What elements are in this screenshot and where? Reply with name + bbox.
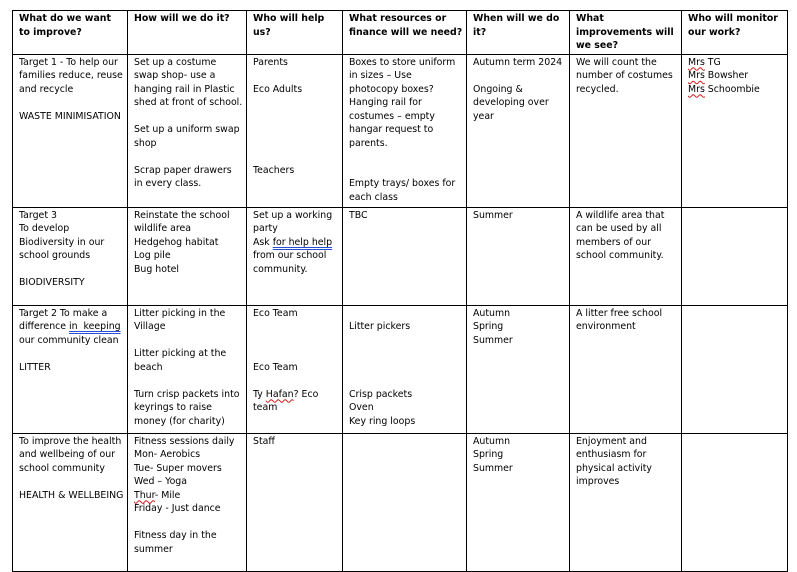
spell-flag: in keeping bbox=[69, 321, 121, 332]
cell-text-line: Boxes to store uniform in sizes – Use photocopy boxes? bbox=[349, 56, 459, 95]
spell-flag: Mrs bbox=[688, 83, 705, 95]
table-row bbox=[13, 305, 788, 433]
cell-text-line bbox=[134, 334, 243, 348]
cell-text-line bbox=[349, 307, 463, 321]
cell-text-line: Bug hotel bbox=[134, 263, 180, 275]
cell-text-line bbox=[253, 374, 339, 388]
cell-text-line bbox=[253, 110, 339, 124]
cell-text-line: Oven bbox=[349, 402, 374, 413]
improvements-cell[interactable] bbox=[570, 207, 682, 305]
cell-text-line: We will count the number of costumes recycled. bbox=[576, 56, 676, 95]
cell-text-line bbox=[134, 150, 243, 164]
cell-text-line: Fitness sessions daily bbox=[134, 435, 235, 447]
table-row bbox=[13, 54, 788, 207]
cell-text-line: Set up a working party bbox=[253, 209, 336, 234]
cell-text-line: Teachers bbox=[253, 164, 295, 176]
cell-text-line bbox=[19, 475, 124, 489]
cell-text-line bbox=[253, 320, 339, 334]
header-when: When will we do it? bbox=[467, 11, 570, 55]
cell-text-line: Litter pickers bbox=[349, 321, 411, 332]
cell-text-line bbox=[349, 361, 463, 375]
cell-text-line: Set up a uniform swap shop bbox=[134, 124, 243, 149]
cell-text-line: Key ring loops bbox=[349, 415, 416, 427]
cell-text-line: Log pile bbox=[134, 250, 171, 261]
cell-text-line bbox=[19, 96, 124, 110]
improvements-cell[interactable] bbox=[570, 54, 682, 207]
cell-text-line: Crisp packets bbox=[349, 388, 413, 400]
cell-text-line bbox=[253, 150, 339, 164]
cell-text-line: Staff bbox=[253, 435, 275, 447]
how-cell[interactable] bbox=[128, 433, 247, 571]
monitor-cell[interactable] bbox=[682, 207, 788, 305]
cell-text-line: Reinstate the school wildlife area bbox=[134, 209, 233, 234]
cell-text-line: Set up a costume swap shop- use a hanging rail in Plastic shed at front of school. bbox=[134, 56, 243, 108]
cell-text-line: TBC bbox=[349, 209, 368, 221]
cell-text-line: WASTE MINIMISATION bbox=[19, 110, 121, 122]
cell-text-line: Scrap paper drawers in every class. bbox=[134, 164, 235, 189]
cell-text-line bbox=[688, 435, 784, 449]
how-cell[interactable] bbox=[128, 207, 247, 305]
cell-text-line: Eco Adults bbox=[253, 83, 303, 95]
spell-flag: Thur bbox=[134, 489, 155, 501]
who-help-cell[interactable] bbox=[247, 305, 343, 433]
cell-text-line bbox=[19, 347, 124, 361]
improvements-cell[interactable] bbox=[570, 433, 682, 571]
table-row bbox=[13, 433, 788, 571]
header-row bbox=[13, 11, 788, 55]
cell-text-line: To improve the health and wellbeing of our school community bbox=[19, 435, 125, 474]
cell-text-line: Autumn bbox=[473, 307, 511, 319]
cell-text-line: Thur- Mile bbox=[134, 489, 181, 501]
cell-text-line bbox=[688, 209, 784, 223]
spell-flag: for help help bbox=[272, 236, 333, 248]
cell-text-line bbox=[688, 307, 784, 321]
cell-text-line: To develop Biodiversity in our school grounds bbox=[19, 223, 108, 261]
cell-text-line: Hanging rail for costumes – empty hangar request to parents. bbox=[349, 97, 438, 149]
monitor-cell[interactable] bbox=[682, 54, 788, 207]
resources-cell[interactable] bbox=[343, 54, 467, 207]
cell-text-line: HEALTH & WELLBEING bbox=[19, 489, 124, 501]
cell-text-line: Eco Team bbox=[253, 307, 298, 319]
resources-cell[interactable] bbox=[343, 433, 467, 571]
cell-text-line bbox=[349, 164, 463, 178]
table-body bbox=[13, 54, 788, 571]
resources-cell[interactable] bbox=[343, 305, 467, 433]
improve-cell[interactable] bbox=[13, 433, 128, 571]
cell-text-line: Wed – Yoga bbox=[134, 476, 187, 487]
cell-text-line bbox=[349, 374, 463, 388]
cell-text-line: Mrs TG bbox=[688, 56, 721, 68]
cell-text-line bbox=[253, 69, 339, 83]
cell-text-line bbox=[134, 110, 243, 124]
spell-flag: Mrs bbox=[688, 56, 705, 68]
who-help-cell[interactable] bbox=[247, 433, 343, 571]
cell-text-line: Ask for help help from our school community. bbox=[253, 236, 336, 275]
how-cell[interactable] bbox=[128, 305, 247, 433]
cell-text-line: Hedgehog habitat bbox=[134, 236, 219, 248]
cell-text-line: Summer bbox=[473, 209, 513, 221]
table-row bbox=[13, 207, 788, 305]
cell-text-line: BIODIVERSITY bbox=[19, 277, 85, 288]
cell-text-line: Target 2 To make a difference in keeping our community clean bbox=[19, 307, 124, 346]
cell-text-line bbox=[473, 69, 566, 83]
cell-text-line: Litter picking at the beach bbox=[134, 348, 230, 373]
header-improve: What do we want to improve? bbox=[13, 11, 128, 55]
cell-text-line: Turn crisp packets into keyrings to raise money (for charity) bbox=[134, 388, 243, 427]
cell-text-line: Target 3 bbox=[19, 209, 57, 221]
monitor-cell[interactable] bbox=[682, 433, 788, 571]
improve-cell[interactable] bbox=[13, 207, 128, 305]
cell-text-line bbox=[349, 347, 463, 361]
cell-text-line bbox=[253, 334, 339, 348]
cell-text-line bbox=[349, 435, 463, 449]
cell-text-line: Autumn bbox=[473, 435, 511, 447]
cell-text-line: Summer bbox=[473, 334, 513, 346]
cell-text-line: A wildlife area that can be used by all members of our school community. bbox=[576, 209, 668, 261]
header-resources: What resources or finance will we need? bbox=[343, 11, 467, 55]
action-plan-table bbox=[12, 10, 788, 572]
improve-cell[interactable] bbox=[13, 54, 128, 207]
header-monitor: Who will monitor our work? bbox=[682, 11, 788, 55]
when-cell[interactable] bbox=[467, 54, 570, 207]
cell-text-line: Mrs Bowsher bbox=[688, 70, 749, 81]
cell-text-line bbox=[134, 516, 243, 530]
cell-text-line bbox=[253, 123, 339, 137]
cell-text-line: Fitness day in the summer bbox=[134, 530, 220, 555]
cell-text-line bbox=[134, 374, 243, 388]
resources-cell[interactable] bbox=[343, 207, 467, 305]
header-how: How will we do it? bbox=[128, 11, 247, 55]
cell-text-line: Target 1 - To help our families reduce, reuse and recycle bbox=[19, 56, 126, 95]
cell-text-line: Enjoyment and enthusiasm for physical activity improves bbox=[576, 435, 655, 487]
cell-text-line: Spring bbox=[473, 449, 504, 460]
improvements-cell[interactable] bbox=[570, 305, 682, 433]
cell-text-line: Tue- Super movers bbox=[134, 462, 222, 474]
who-help-cell[interactable] bbox=[247, 207, 343, 305]
cell-text-line: LITTER bbox=[19, 361, 51, 373]
cell-text-line: Eco Team bbox=[253, 361, 298, 373]
cell-text-line bbox=[19, 263, 124, 277]
monitor-cell[interactable] bbox=[682, 305, 788, 433]
cell-text-line: Empty trays/ boxes for each class bbox=[349, 178, 459, 203]
cell-text-line: Ongoing & developing over year bbox=[473, 83, 552, 122]
header-who-help: Who will help us? bbox=[247, 11, 343, 55]
improve-cell[interactable] bbox=[13, 305, 128, 433]
when-cell[interactable] bbox=[467, 305, 570, 433]
cell-text-line: Summer bbox=[473, 462, 513, 474]
cell-text-line: Parents bbox=[253, 56, 288, 68]
cell-text-line: Mrs Schoombie bbox=[688, 83, 760, 95]
when-cell[interactable] bbox=[467, 433, 570, 571]
cell-text-line bbox=[349, 150, 463, 164]
cell-text-line: A litter free school environment bbox=[576, 307, 666, 332]
when-cell[interactable] bbox=[467, 207, 570, 305]
cell-text-line bbox=[253, 137, 339, 151]
cell-text-line bbox=[253, 96, 339, 110]
cell-text-line: Ty Hafan? Eco team bbox=[253, 388, 322, 413]
how-cell[interactable] bbox=[128, 54, 247, 207]
cell-text-line: Litter picking in the Village bbox=[134, 307, 229, 332]
who-help-cell[interactable] bbox=[247, 54, 343, 207]
cell-text-line: Spring bbox=[473, 321, 504, 332]
cell-text-line bbox=[349, 334, 463, 348]
header-improvements: What improvements will we see? bbox=[570, 11, 682, 55]
spell-flag: Mrs bbox=[688, 70, 705, 81]
cell-text-line: Friday - Just dance bbox=[134, 503, 221, 514]
cell-text-line: Mon- Aerobics bbox=[134, 449, 201, 460]
cell-text-line bbox=[253, 347, 339, 361]
spell-flag: Hafan bbox=[265, 388, 294, 400]
cell-text-line: Autumn term 2024 bbox=[473, 56, 563, 68]
